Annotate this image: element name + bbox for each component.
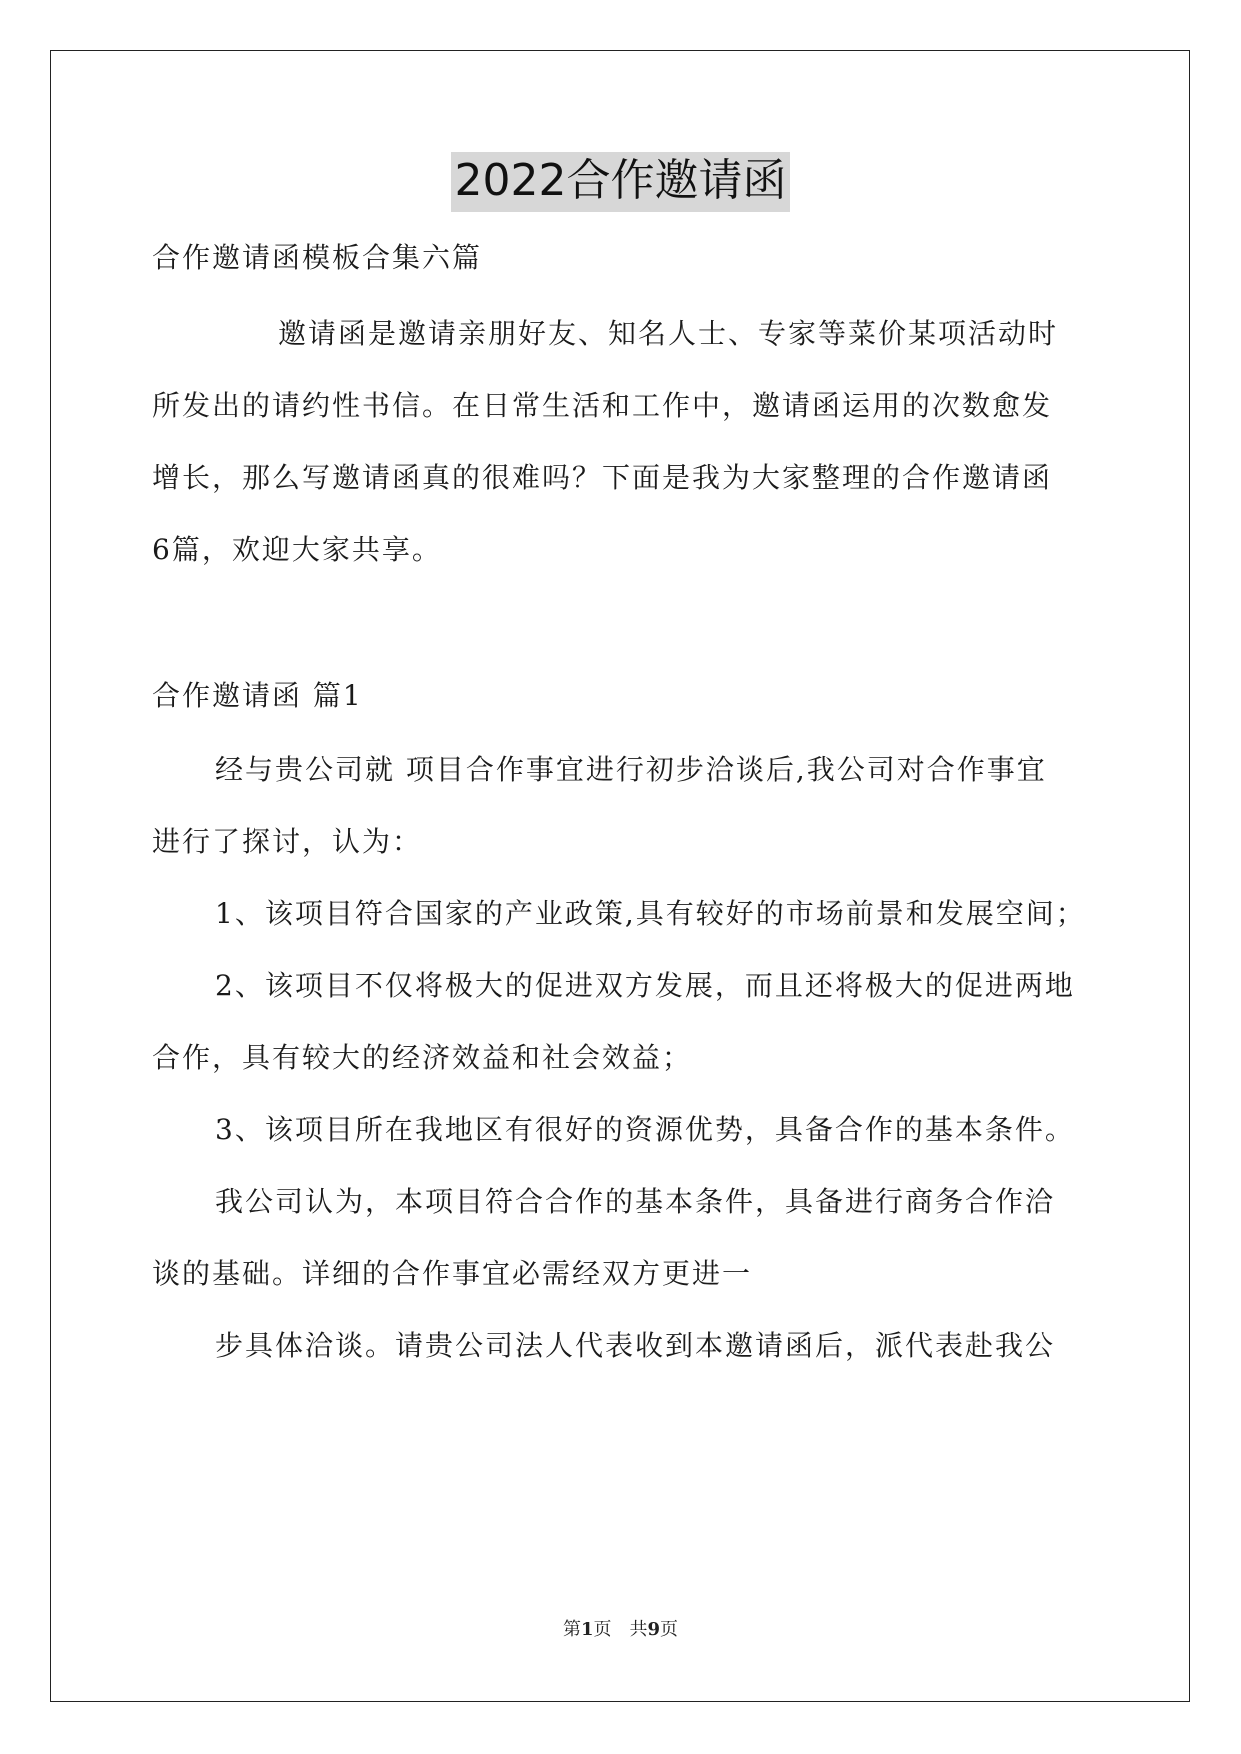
footer-page-unit: 页 共 [593,1619,648,1640]
body-line: 步具体洽谈。请贵公司法人代表收到本邀请函后，派代表赴我公 [215,1329,1056,1362]
page-border [50,50,1190,1702]
body-line: 进行了探讨，认为： [152,825,423,858]
document-subtitle: 合作邀请函模板合集六篇 [152,241,483,274]
body-line: 谈的基础。详细的合作事宜必需经双方更进一 [152,1257,753,1290]
title-container [0,152,1241,212]
body-line: 经与贵公司就 项目合作事宜进行初步洽谈后,我公司对合作事宜 [215,753,1047,786]
page-number: 1 [580,1619,594,1640]
section-heading: 合作邀请函 篇1 [152,679,363,712]
intro-line: 所发出的请约性书信。在日常生活和工作中，邀请函运用的次数愈发 [152,389,1053,422]
body-line: 1、该项目符合国家的产业政策,具有较好的市场前景和发展空间； [215,897,1086,930]
page-footer [0,1618,1241,1642]
intro-line: 增长，那么写邀请函真的很难吗？下面是我为大家整理的合作邀请函 [152,461,1053,494]
body-line: 3、该项目所在我地区有很好的资源优势，具备合作的基本条件。 [215,1113,1075,1146]
total-pages: 9 [647,1619,661,1640]
body-line: 合作，具有较大的经济效益和社会效益； [152,1041,693,1074]
footer-prefix: 第 [562,1619,581,1640]
document-title: 2022合作邀请函 [451,152,791,212]
intro-line: 6篇，欢迎大家共享。 [152,533,442,566]
intro-line: 邀请函是邀请亲朋好友、知名人士、专家等菜价某项活动时 [278,317,1059,350]
footer-total-unit: 页 [660,1619,679,1640]
body-line: 我公司认为，本项目符合合作的基本条件，具备进行商务合作洽 [215,1185,1056,1218]
body-line: 2、该项目不仅将极大的促进双方发展，而且还将极大的促进两地 [215,969,1075,1002]
